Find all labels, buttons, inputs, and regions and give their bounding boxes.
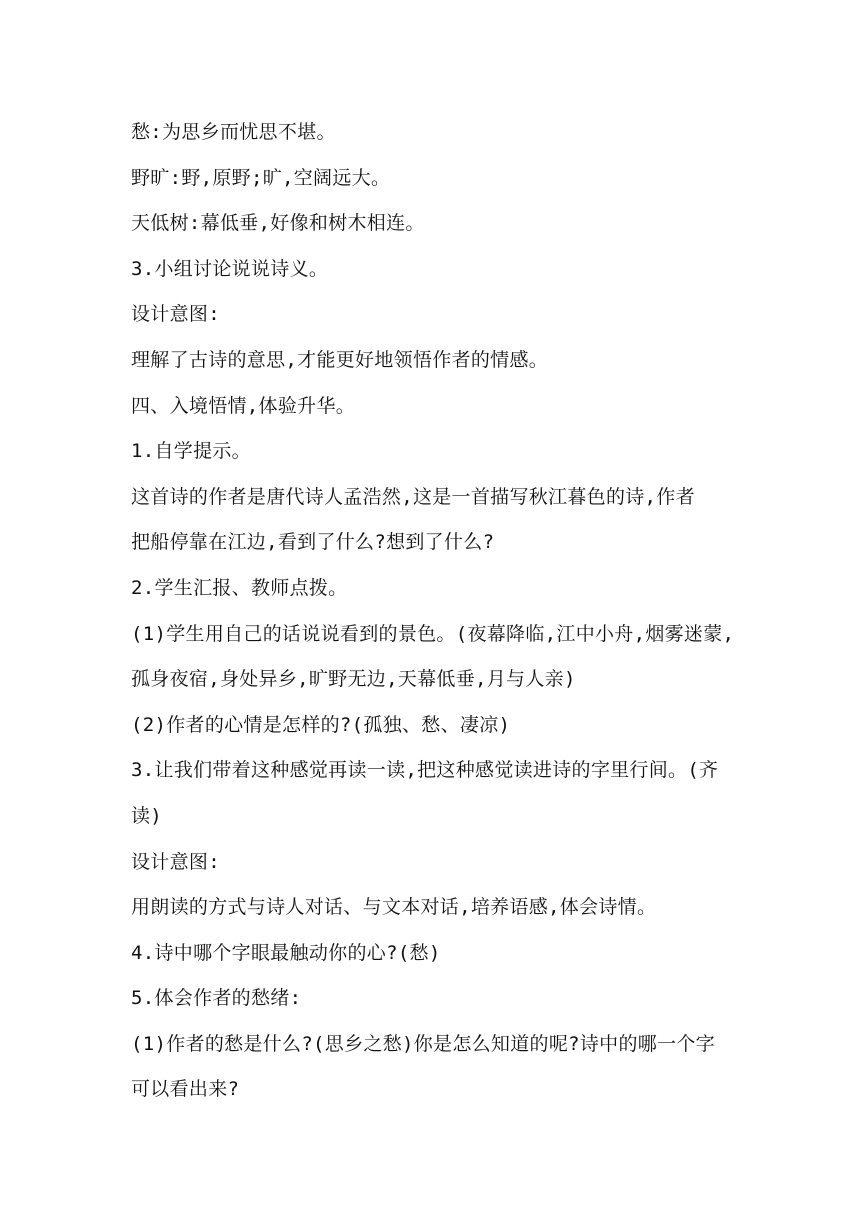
text-line-item-1-question: (1)作者的愁是什么?(思乡之愁)你是怎么知道的呢?诗中的哪一个字 (131, 1032, 715, 1055)
text-line-item-2: (2)作者的心情是怎样的?(孤独、愁、凄凉) (131, 713, 511, 736)
text-line-definition-tiandishu: 天低树:幕低垂,好像和树木相连。 (131, 212, 425, 235)
text-line-design-intent: 用朗读的方式与诗人对话、与文本对话,培养语感,体会诗情。 (131, 896, 657, 919)
text-line-step-3-read: 3.让我们带着这种感觉再读一读,把这种感觉读进诗的字里行间。(齐 (131, 759, 719, 782)
section-heading-four: 四、入境悟情,体验升华。 (131, 394, 356, 417)
text-line-step-1: 1.自学提示。 (131, 440, 251, 463)
text-line-paragraph: 把船停靠在江边,看到了什么?想到了什么? (131, 531, 495, 554)
text-line-step-5: 5.体会作者的愁绪: (131, 987, 302, 1010)
text-line-item-1-continued: 孤身夜宿,身处异乡,旷野无边,天幕低垂,月与人亲) (131, 668, 576, 691)
text-line-step-3-discussion: 3.小组讨论说说诗义。 (131, 257, 329, 280)
text-line-step-3-continued: 读) (131, 804, 163, 827)
text-line-definition-chou: 愁:为思乡而忧思不堪。 (131, 121, 336, 143)
text-line-design-intent-heading: 设计意图: (131, 850, 220, 873)
text-line-step-4: 4.诗中哪个字眼最触动你的心?(愁) (131, 941, 441, 964)
text-line-item-1-question-continued: 可以看出来? (131, 1078, 240, 1101)
text-line-design-intent-heading: 设计意图: (131, 303, 220, 326)
text-line-step-2: 2.学生汇报、教师点拨。 (131, 576, 348, 599)
text-line-design-intent: 理解了古诗的意思,才能更好地领悟作者的情感。 (131, 348, 549, 371)
text-line-item-1: (1)学生用自己的话说说看到的景色。(夜幕降临,江中小舟,烟雾迷蒙, (131, 622, 735, 645)
text-line-definition-yekuang: 野旷:野,原野;旷,空阔远大。 (131, 166, 391, 189)
document-body (131, 110, 741, 1113)
text-line-paragraph: 这首诗的作者是唐代诗人孟浩然,这是一首描写秋江暮色的诗,作者 (131, 485, 695, 508)
